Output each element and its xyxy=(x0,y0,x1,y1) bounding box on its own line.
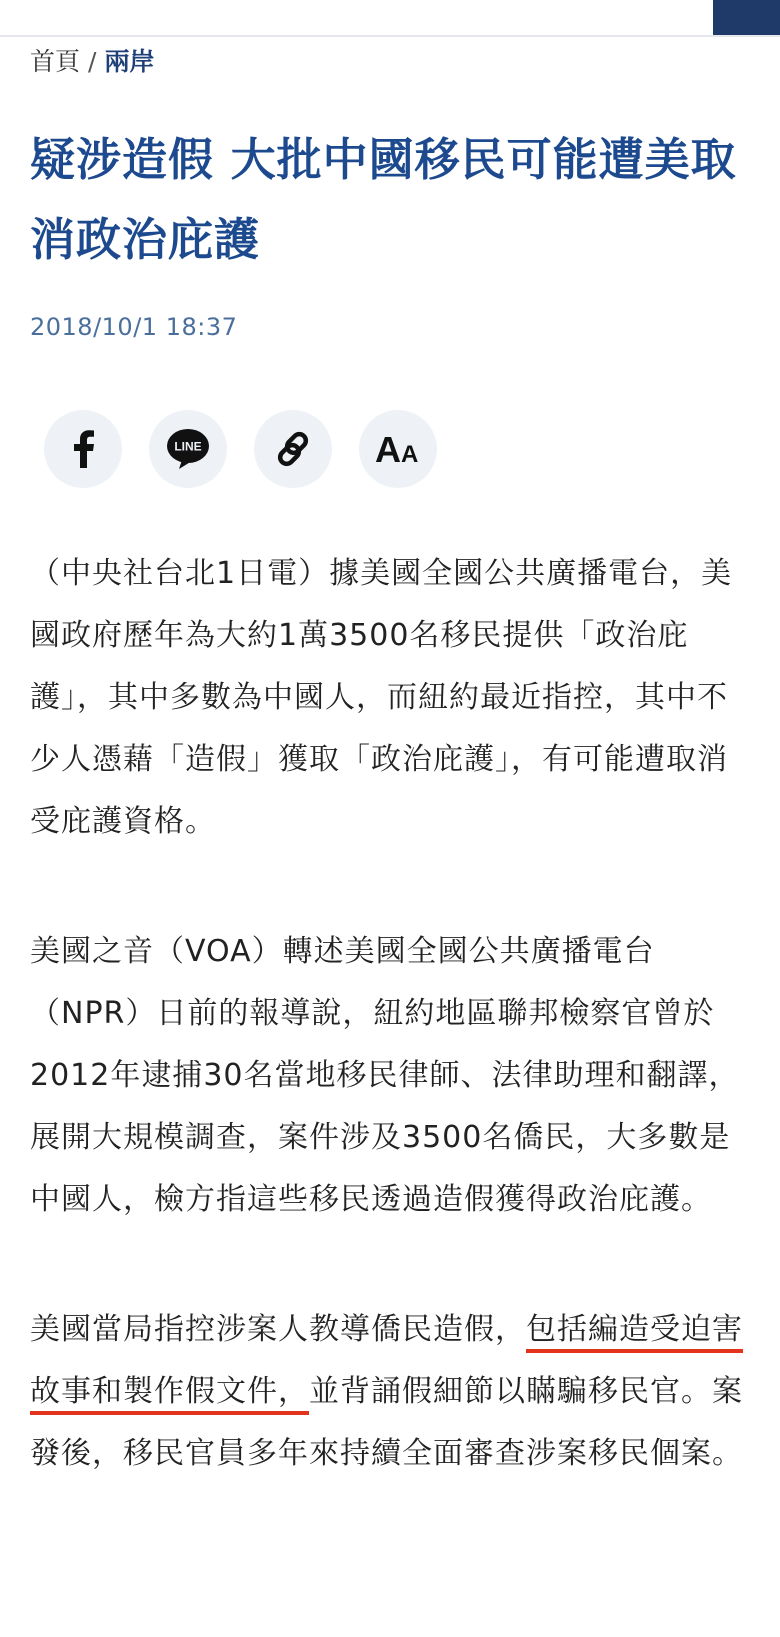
red-underlined-text: 包括編造受迫害故事和製作假文件， xyxy=(30,1312,743,1409)
header-divider xyxy=(0,35,780,37)
font-size-icon xyxy=(373,430,423,468)
paragraph-text: 美國當局指控涉案人教導僑民造假， xyxy=(30,1312,526,1347)
article-paragraph: （中央社台北1日電）據美國全國公共廣播電台，美國政府歷年為大約1萬3500名移民提供「政治庇護」，其中多數為中國人，而紐約最近指控，其中不少人憑藉「造假」獲取「政治庇護」，有可能遭取消受庇護資格。 xyxy=(30,556,733,839)
article-title: 疑涉造假 大批中國移民可能遭美取消政治庇護 xyxy=(30,133,737,266)
copy-link-button[interactable] xyxy=(254,410,332,488)
line-share-button[interactable] xyxy=(149,410,227,488)
font-size-button[interactable] xyxy=(359,410,437,488)
breadcrumb-home-link[interactable]: 首頁 xyxy=(30,47,81,76)
article-paragraph xyxy=(30,1299,755,1485)
facebook-icon xyxy=(70,430,96,468)
font-size-small-a: A xyxy=(401,441,419,468)
line-icon-text: LINE xyxy=(174,439,202,454)
article-date: 2018/10/1 18:37 xyxy=(30,313,238,341)
breadcrumb-separator: / xyxy=(88,47,97,76)
header-menu-button[interactable] xyxy=(713,0,780,35)
article-paragraph: 美國之音（VOA）轉述美國全國公共廣播電台（NPR）日前的報導說，紐約地區聯邦檢察官曾於2012年逮捕30名當地移民律師、法律助理和翻譯，展開大規模調查，案件涉及3500名僑民，大多數是中國人，檢方指這些移民透過造假獲得政治庇護。 xyxy=(30,934,740,1217)
article-body xyxy=(30,543,755,1553)
breadcrumb-category-link[interactable]: 兩岸 xyxy=(104,47,155,76)
paragraph-text: 並背誦假細節以瞞騙移民官。案發後，移民官員多年來持續全面審查涉案移民個案。 xyxy=(30,1374,743,1471)
breadcrumb xyxy=(30,44,154,80)
font-size-large-a: A xyxy=(375,430,401,468)
link-icon xyxy=(274,430,312,468)
line-icon xyxy=(166,428,210,470)
facebook-share-button[interactable] xyxy=(44,410,122,488)
